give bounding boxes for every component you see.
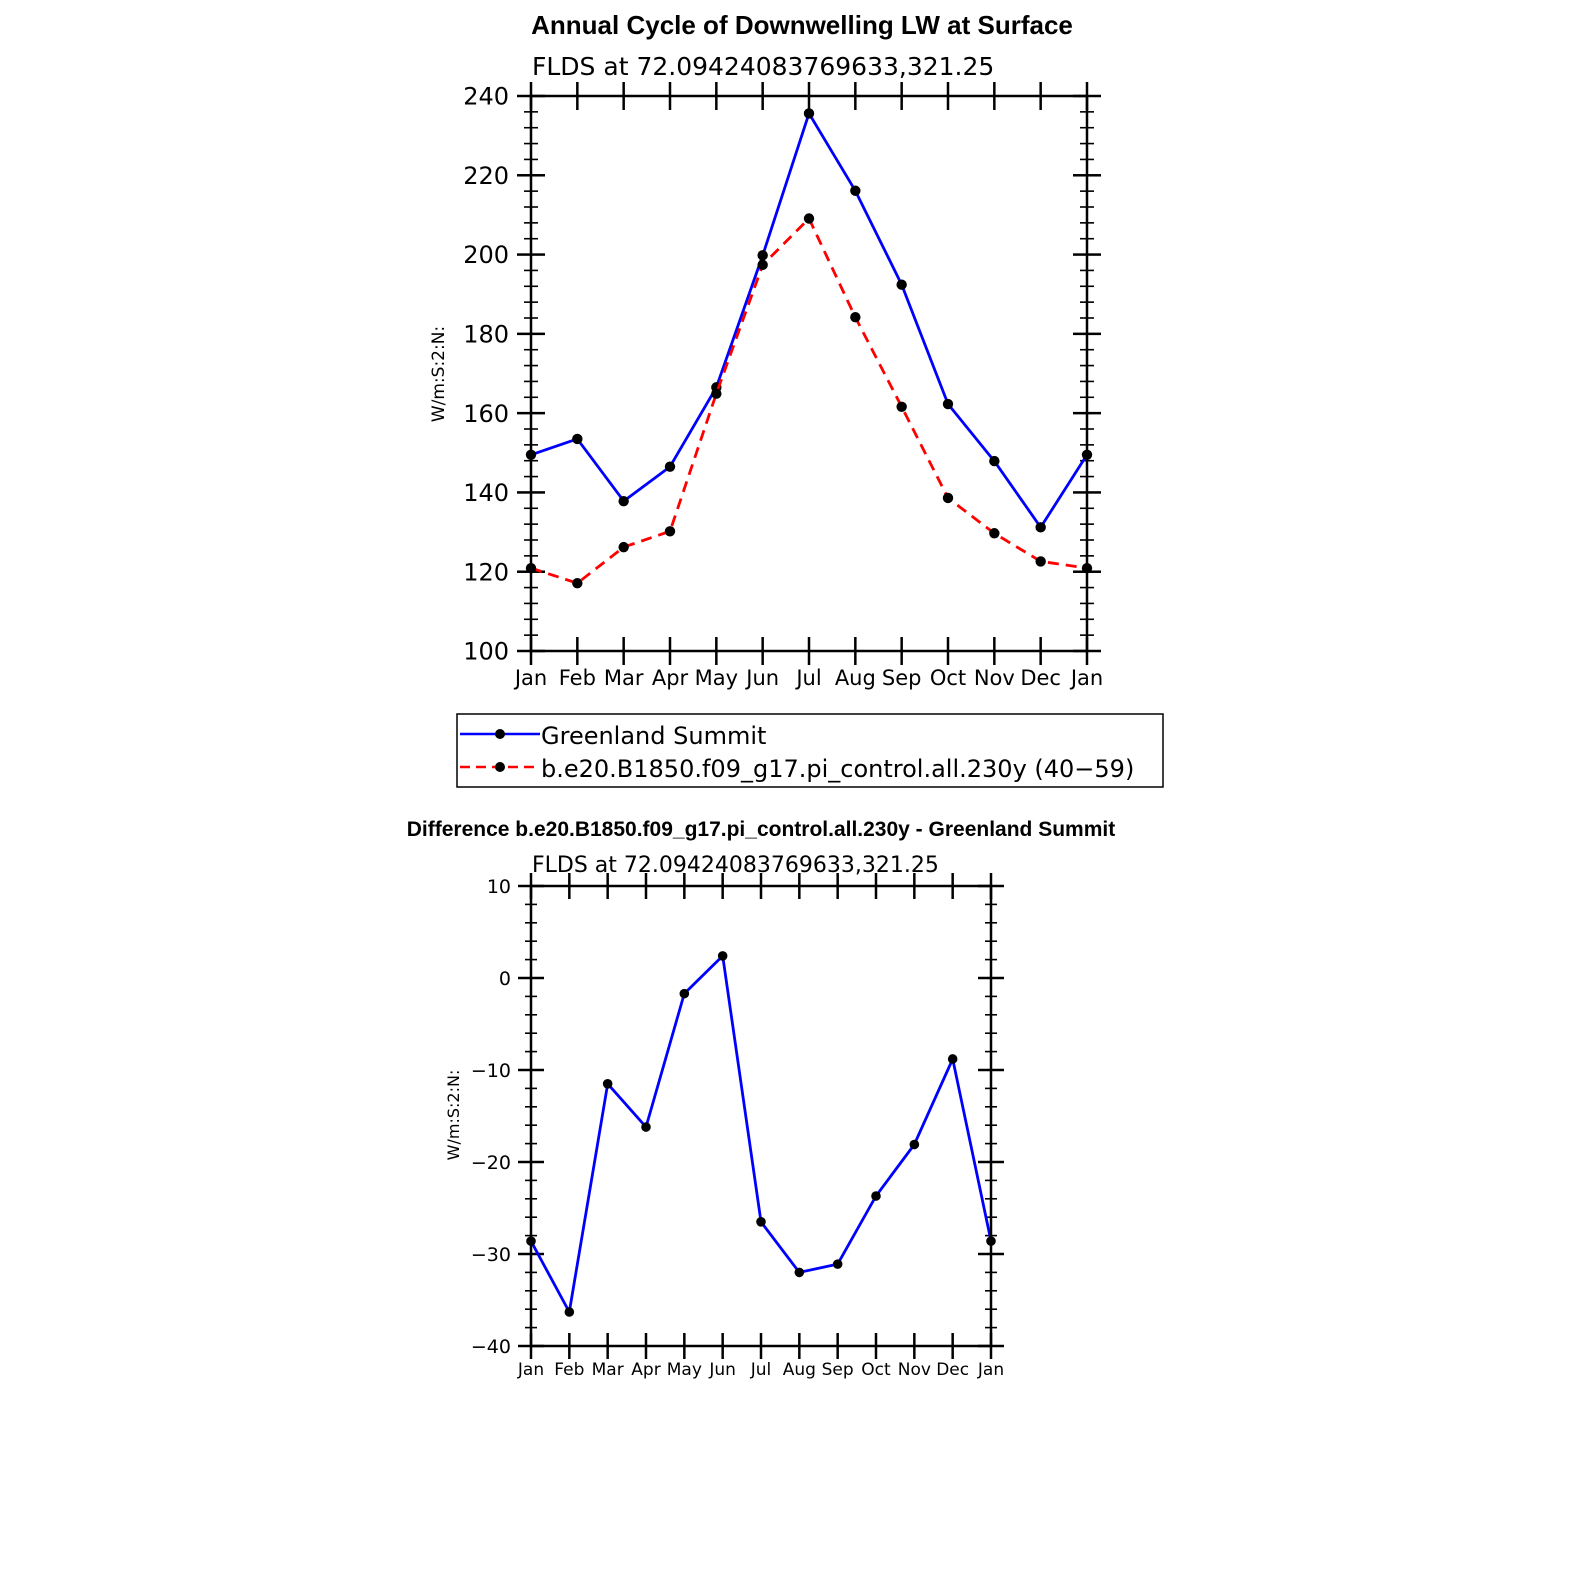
y-tick-label: 240 xyxy=(463,82,509,111)
y-tick-label: 10 xyxy=(486,875,511,898)
x-tick-label: Nov xyxy=(897,1360,931,1380)
data-point xyxy=(618,496,628,506)
data-point xyxy=(850,186,860,196)
data-point xyxy=(680,989,690,999)
data-point xyxy=(565,1307,575,1317)
legend-marker xyxy=(495,762,505,772)
chart2-ylabel: W/m:S:2:N: xyxy=(444,1069,463,1161)
y-tick-label: 180 xyxy=(463,320,509,349)
y-tick-label: 200 xyxy=(463,241,509,270)
chart2-title: Difference b.e20.B1850.f09_g17.pi_control.all.230y - Greenland Summit xyxy=(406,818,1116,841)
x-tick-label: Jan xyxy=(517,1360,545,1380)
x-tick-label: Jul xyxy=(796,666,822,690)
data-point xyxy=(665,526,675,536)
data-point xyxy=(896,402,906,412)
x-tick-label: Jan xyxy=(1070,666,1104,690)
data-point xyxy=(756,1217,766,1227)
x-tick-label: Aug xyxy=(834,666,876,690)
chart1-title: Annual Cycle of Downwelling LW at Surface xyxy=(531,10,1073,40)
x-tick-label: Mar xyxy=(603,666,644,690)
x-tick-label: May xyxy=(694,666,739,690)
data-point xyxy=(757,260,767,270)
y-tick-label: 140 xyxy=(463,479,509,508)
data-point xyxy=(618,542,628,552)
x-tick-label: Sep xyxy=(821,1360,854,1380)
chart1-legend xyxy=(457,714,1163,787)
data-point xyxy=(804,213,814,223)
y-tick-label: −10 xyxy=(470,1059,511,1082)
x-tick-label: Oct xyxy=(929,666,967,690)
y-tick-label: 220 xyxy=(463,161,509,190)
x-tick-label: Feb xyxy=(554,1360,585,1380)
data-point xyxy=(850,312,860,322)
data-point xyxy=(804,108,814,118)
data-point xyxy=(1035,556,1045,566)
x-tick-label: Dec xyxy=(936,1360,970,1380)
series-line-1 xyxy=(531,219,1087,584)
chart1-plot-frame xyxy=(531,96,1087,651)
legend-marker xyxy=(495,729,505,739)
legend-label-greenland-summit: Greenland Summit xyxy=(541,722,767,750)
y-tick-label: −30 xyxy=(470,1243,511,1266)
x-tick-label: Apr xyxy=(651,666,689,690)
y-tick-label: −20 xyxy=(470,1151,511,1174)
x-tick-label: Jun xyxy=(709,1360,736,1380)
data-point xyxy=(711,389,721,399)
data-point xyxy=(910,1140,920,1150)
data-point xyxy=(603,1079,613,1089)
data-point xyxy=(572,578,582,588)
chart1-subtitle: FLDS at 72.09424083769633,321.25 xyxy=(532,52,995,81)
x-tick-label: Jul xyxy=(750,1360,772,1380)
data-point xyxy=(871,1191,881,1201)
chart2-subtitle: FLDS at 72.09424083769633,321.25 xyxy=(532,853,939,878)
series-line-0 xyxy=(531,956,991,1312)
data-point xyxy=(641,1122,651,1132)
data-point xyxy=(943,399,953,409)
series-line-0 xyxy=(531,113,1087,527)
chart1-ylabel: W/m:S:2:N: xyxy=(429,325,449,423)
x-tick-label: Mar xyxy=(591,1360,624,1380)
data-point xyxy=(795,1268,805,1278)
y-tick-label: −40 xyxy=(470,1335,511,1358)
x-tick-label: Oct xyxy=(861,1360,891,1380)
y-tick-label: 0 xyxy=(498,967,511,990)
y-tick-label: 100 xyxy=(463,637,509,666)
data-point xyxy=(833,1259,843,1269)
x-tick-label: Dec xyxy=(1020,666,1061,690)
data-point xyxy=(572,434,582,444)
chart2-plot-frame xyxy=(531,886,991,1346)
data-point xyxy=(989,456,999,466)
legend-entry-model xyxy=(460,755,1134,783)
x-tick-label: Nov xyxy=(973,666,1015,690)
data-point xyxy=(943,493,953,503)
data-point xyxy=(757,250,767,260)
x-tick-label: Aug xyxy=(782,1360,816,1380)
data-point xyxy=(948,1054,958,1064)
y-tick-label: 160 xyxy=(463,399,509,428)
y-tick-label: 120 xyxy=(463,558,509,587)
annual-cycle-chart xyxy=(429,10,1163,787)
x-tick-label: Feb xyxy=(558,666,596,690)
x-tick-label: Sep xyxy=(881,666,922,690)
x-tick-label: Jun xyxy=(746,666,780,690)
x-tick-label: Apr xyxy=(631,1360,661,1380)
data-point xyxy=(989,528,999,538)
data-point xyxy=(665,461,675,471)
data-point xyxy=(718,951,728,961)
x-tick-label: Jan xyxy=(514,666,548,690)
x-tick-label: May xyxy=(666,1360,702,1380)
x-tick-label: Jan xyxy=(977,1360,1005,1380)
legend-label-model: b.e20.B1850.f09_g17.pi_control.all.230y (40−59) xyxy=(541,755,1135,783)
data-point xyxy=(1035,522,1045,532)
data-point xyxy=(896,280,906,290)
difference-chart xyxy=(407,818,1115,1380)
